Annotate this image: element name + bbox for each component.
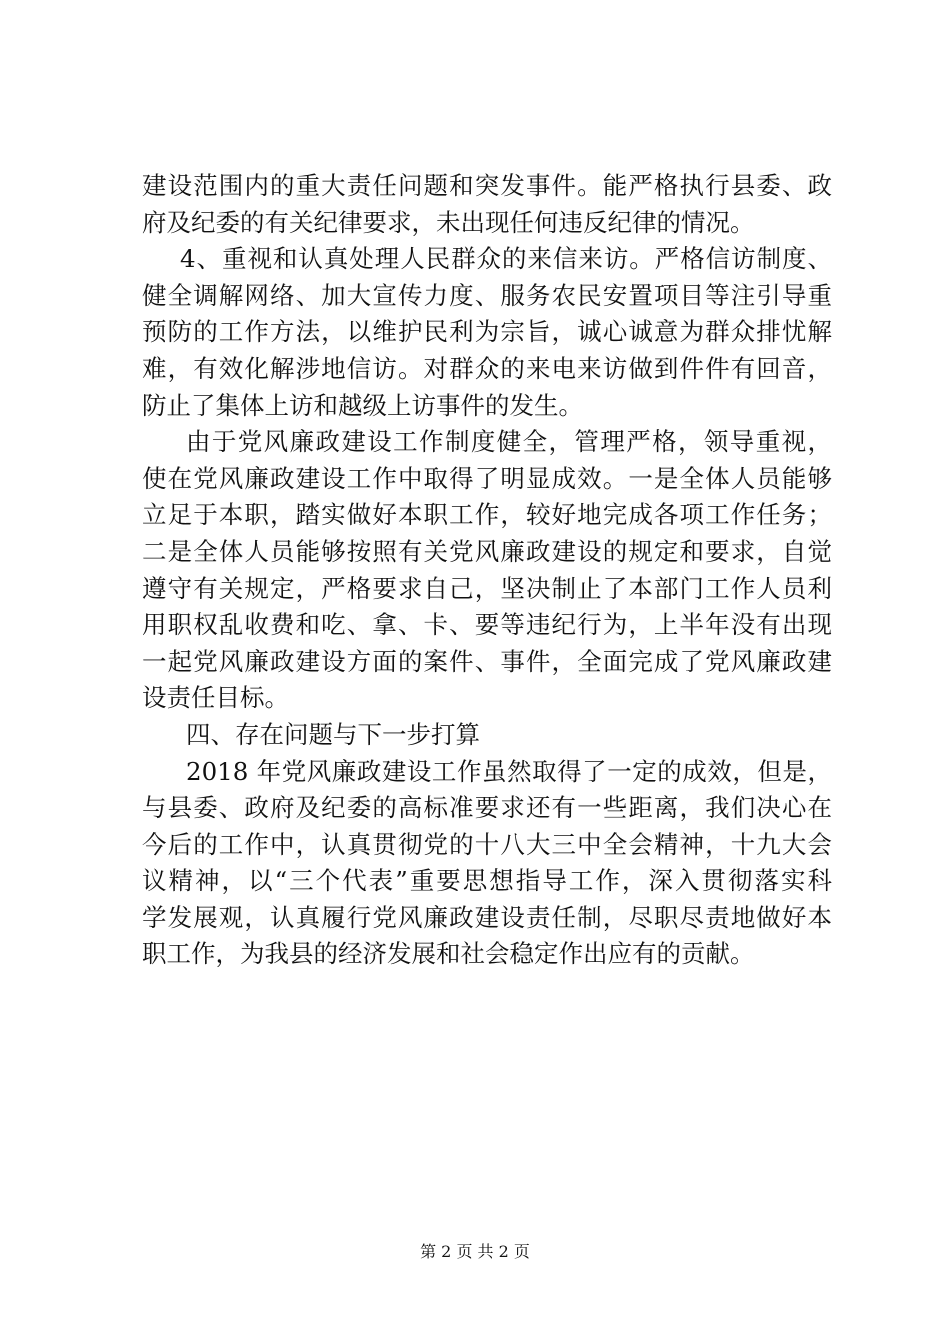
text-line: 用职权乱收费和吃、拿、卡、要等违纪行为，上半年没有出现: [142, 610, 832, 640]
text-line: 学发展观，认真履行党风廉政建设责任制，尽职尽责地做好本: [142, 902, 832, 932]
text-line: 健全调解网络、加大宣传力度、服务农民安置项目等注引导重: [142, 280, 832, 310]
text-line: 使在党风廉政建设工作中取得了明显成效。一是全体人员能够: [142, 463, 832, 493]
text-line: 4、重视和认真处理人民群众的来信来访。严格信访制度、: [180, 244, 832, 274]
text-line: 一起党风廉政建设方面的案件、事件，全面完成了党风廉政建: [142, 646, 832, 676]
text-line: 2018 年党风廉政建设工作虽然取得了一定的成效，但是，: [186, 756, 832, 786]
page-number-footer: 第 2 页 共 2 页: [420, 1242, 530, 1261]
text-line: 建设范围内的重大责任问题和突发事件。能严格执行县委、政: [142, 171, 832, 200]
text-line: 与县委、政府及纪委的高标准要求还有一些距离，我们决心在: [142, 793, 832, 823]
text-line: 防止了集体上访和越级上访事件的发生。: [142, 390, 583, 420]
text-line: 预防的工作方法，以维护民利为宗旨，诚心诚意为群众排忧解: [142, 317, 832, 347]
text-line: 立足于本职，踏实做好本职工作，较好地完成各项工作任务；: [142, 500, 832, 530]
document-body: [142, 168, 832, 973]
text-line: 职工作，为我县的经济发展和社会稳定作出应有的贡献。: [142, 939, 755, 969]
text-line: 设责任目标。: [142, 683, 289, 713]
text-line: 今后的工作中，认真贯彻党的十八大三中全会精神，十九大会: [142, 829, 832, 859]
text-line: 议精神，以“三个代表”重要思想指导工作，深入贯彻落实科: [142, 866, 832, 896]
section-heading: 四、存在问题与下一步打算: [186, 719, 480, 749]
text-line: 遵守有关规定，严格要求自己，坚决制止了本部门工作人员利: [142, 573, 832, 603]
text-line: 难，有效化解涉地信访。对群众的来电来访做到件件有回音，: [142, 353, 832, 383]
text-line: 二是全体人员能够按照有关党风廉政建设的规定和要求，自觉: [142, 536, 832, 566]
text-line: 由于党风廉政建设工作制度健全，管理严格，领导重视，: [186, 427, 832, 457]
text-line: 府及纪委的有关纪律要求，未出现任何违反纪律的情况。: [142, 207, 755, 237]
